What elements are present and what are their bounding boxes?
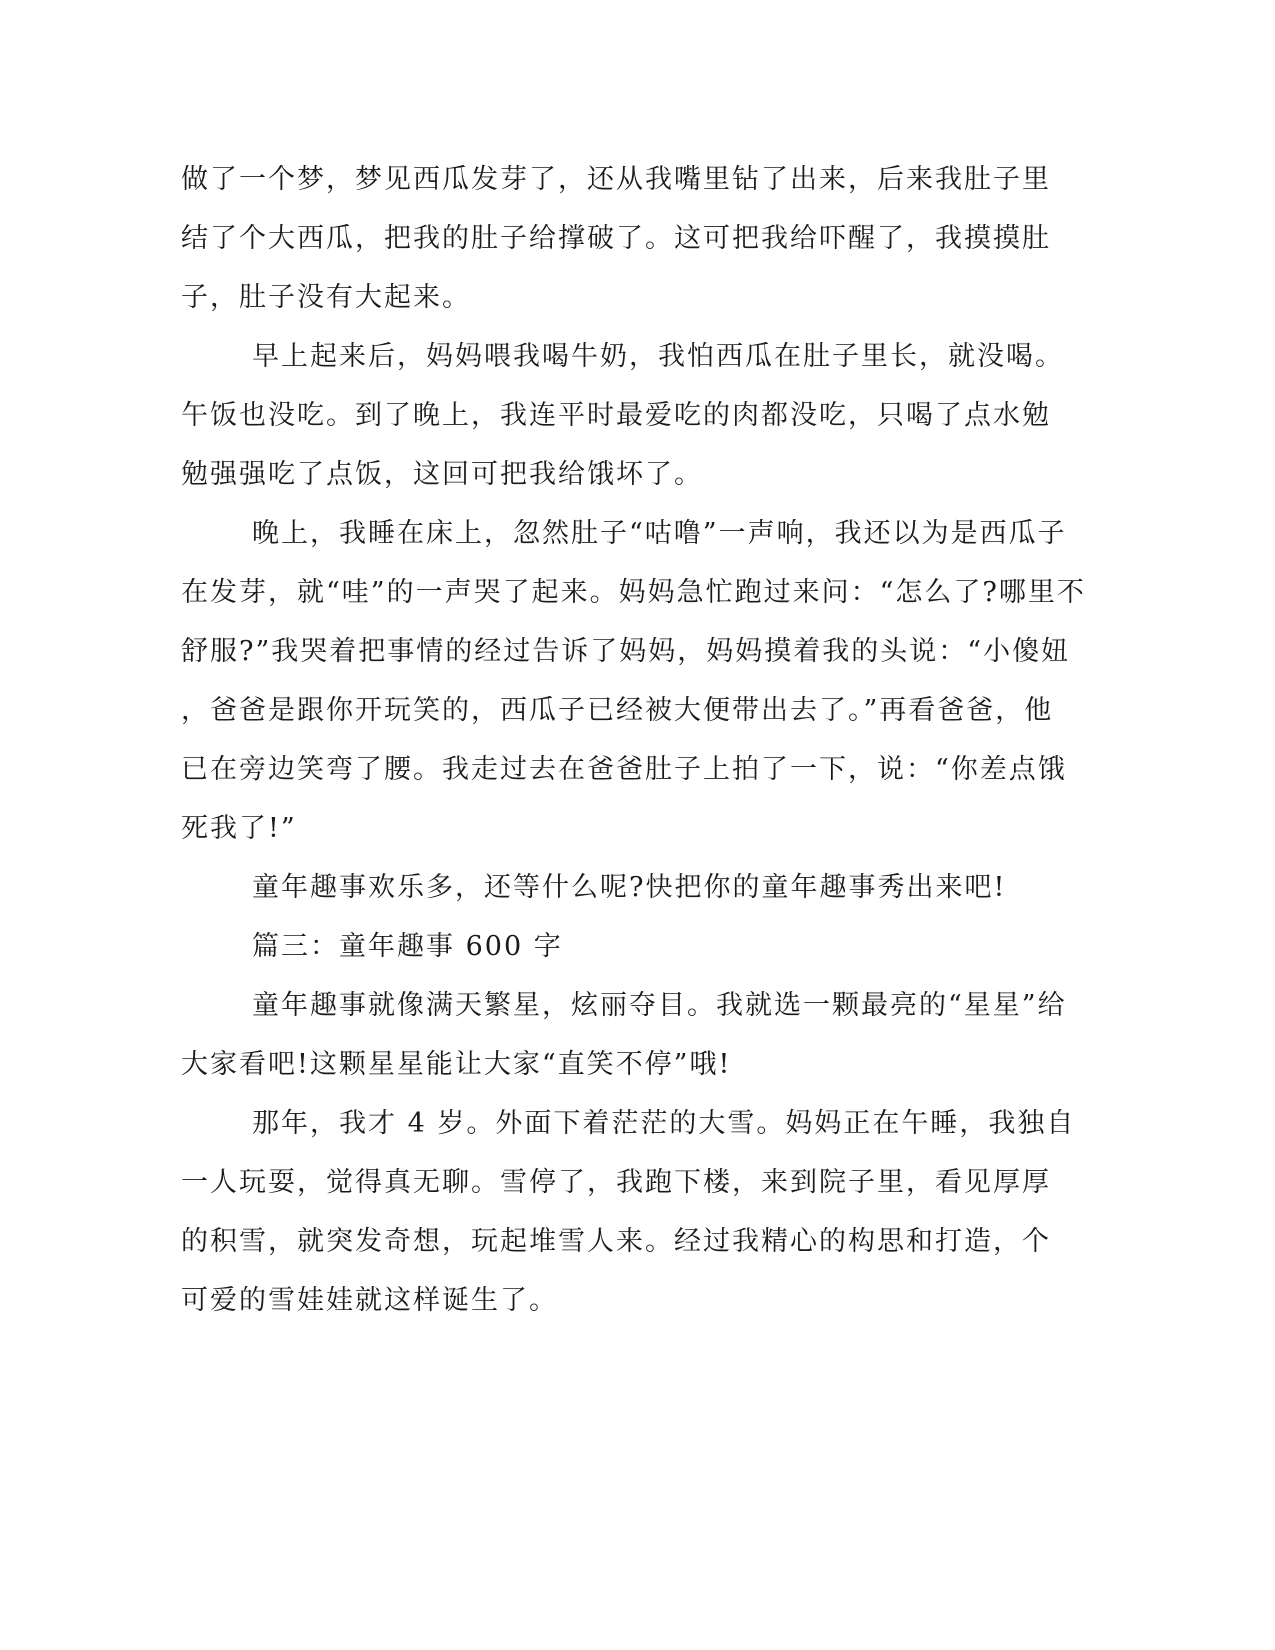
section-heading: 篇三：童年趣事 600 字 bbox=[252, 931, 563, 962]
text-line: 舒服?”我哭着把事情的经过告诉了妈妈，妈妈摸着我的头说：“小傻妞 bbox=[181, 636, 1071, 667]
text-line: 在发芽，就“哇”的一声哭了起来。妈妈急忙跑过来问：“怎么了?哪里不 bbox=[181, 577, 1086, 608]
text-line: 结了个大西瓜，把我的肚子给撑破了。这可把我给吓醒了，我摸摸肚 bbox=[181, 223, 1051, 254]
text-line: ，爸爸是跟你开玩笑的，西瓜子已经被大便带出去了。”再看爸爸，他 bbox=[181, 695, 1054, 726]
paragraph-first-line: 早上起来后，妈妈喂我喝牛奶，我怕西瓜在肚子里长，就没喝。 bbox=[252, 341, 1064, 372]
text-line: 大家看吧!这颗星星能让大家“直笑不停”哦! bbox=[181, 1049, 732, 1080]
paragraph-first-line: 童年趣事欢乐多，还等什么呢?快把你的童年趣事秀出来吧! bbox=[252, 872, 1007, 903]
text-line: 已在旁边笑弯了腰。我走过去在爸爸肚子上拍了一下，说：“你差点饿 bbox=[181, 754, 1067, 785]
text-line: 勉强强吃了点饭，这回可把我给饿坏了。 bbox=[181, 459, 703, 490]
text-line: 午饭也没吃。到了晚上，我连平时最爱吃的肉都没吃，只喝了点水勉 bbox=[181, 400, 1051, 431]
text-line: 子，肚子没有大起来。 bbox=[181, 282, 471, 313]
text-line: 一人玩耍，觉得真无聊。雪停了，我跑下楼，来到院子里，看见厚厚 bbox=[181, 1167, 1051, 1198]
text-line: 的积雪，就突发奇想，玩起堆雪人来。经过我精心的构思和打造，个 bbox=[181, 1226, 1051, 1257]
paragraph-first-line: 那年，我才 4 岁。外面下着茫茫的大雪。妈妈正在午睡，我独自 bbox=[252, 1108, 1076, 1139]
text-line: 做了一个梦，梦见西瓜发芽了，还从我嘴里钻了出来，后来我肚子里 bbox=[181, 164, 1051, 195]
paragraph-first-line: 晚上，我睡在床上，忽然肚子“咕噜”一声响，我还以为是西瓜子 bbox=[252, 518, 1067, 549]
paragraph-first-line: 童年趣事就像满天繁星，炫丽夺目。我就选一颗最亮的“星星”给 bbox=[252, 990, 1067, 1021]
text-line: 死我了!” bbox=[181, 813, 297, 844]
text-line: 可爱的雪娃娃就这样诞生了。 bbox=[181, 1285, 558, 1316]
